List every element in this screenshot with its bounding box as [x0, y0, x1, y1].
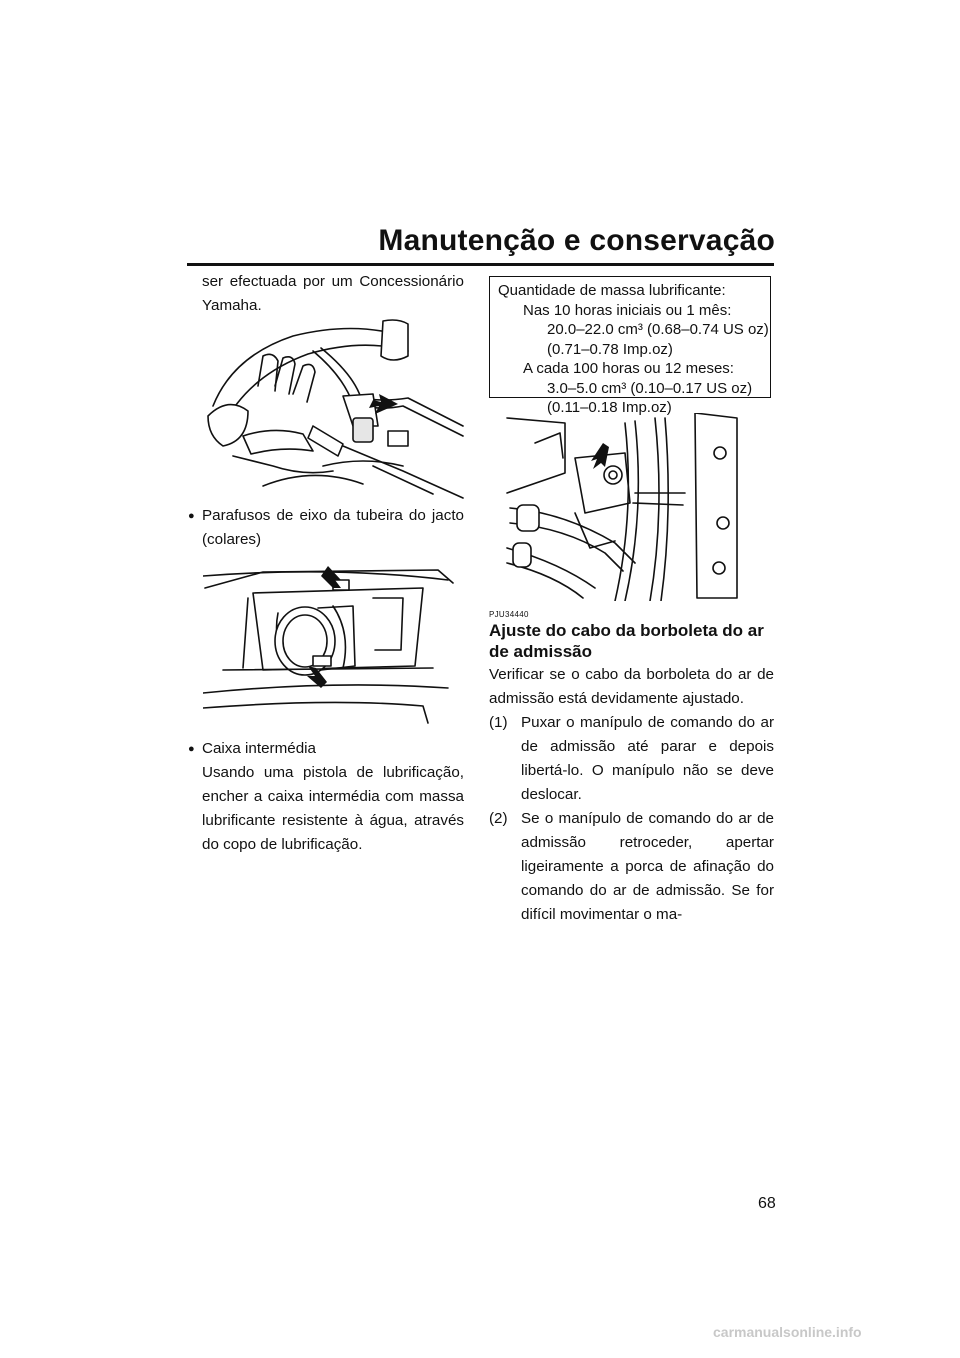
step-1 — [489, 711, 774, 807]
bullet-list-1 — [188, 504, 464, 552]
section-intro: Verificar se o cabo da borboleta do ar de admissão está devidamente ajustado. — [489, 666, 774, 707]
page-number: 68 — [758, 1195, 776, 1212]
watermark: carmanualsonline.info — [713, 1324, 862, 1340]
bullet-jet-nozzle-bolts: ● Parafusos de eixo da tubeira do jacto (colares) — [188, 504, 464, 552]
title-divider — [187, 263, 774, 266]
bullet-intermediate-housing: ● Caixa intermédia — [188, 737, 464, 761]
section-heading: Ajuste do cabo da borboleta do ar de admissão — [489, 621, 764, 661]
spec-first-label: Nas 10 horas iniciais ou 1 mês: — [523, 301, 732, 319]
spec-second-value-1: 3.0–5.0 cm³ (0.10–0.17 US oz) — [547, 379, 753, 397]
spec-first-value-2: (0.71–0.78 Imp.oz) — [547, 340, 673, 358]
spec-second-value-2: (0.11–0.18 Imp.oz) — [547, 399, 672, 416]
intro-paragraph — [188, 270, 464, 318]
bullet-list-2 — [188, 737, 464, 857]
grease-quantity-box — [489, 276, 771, 416]
step-1-text: Puxar o manípulo de comando do ar de admissão até parar e depois libertá-lo. O manípulo não se deve deslocar. — [521, 714, 774, 803]
throttle-section — [489, 610, 774, 927]
section-code: PJU34440 — [489, 610, 529, 619]
step-2 — [489, 807, 774, 927]
intermediate-housing-text: Usando uma pistola de lubrificação, encher a caixa intermédia com massa lubrificante resistente à água, através do copo de lubrificação. — [202, 764, 464, 853]
intro-text: ser efectuada por um Concessionário Yamaha. — [202, 273, 464, 314]
grease-nipple-illustration — [203, 316, 468, 501]
spec-second-label: A cada 100 horas ou 12 meses: — [523, 360, 734, 377]
jet-nozzle-illustration — [203, 558, 465, 728]
spec-title: Quantidade de massa lubrificante: — [498, 282, 726, 299]
spec-first-value-1: 20.0–22.0 cm³ (0.68–0.74 US oz) — [547, 321, 769, 338]
choke-cable-illustration — [505, 413, 743, 601]
step-1-number: (1) — [489, 714, 508, 731]
step-2-text: Se o manípulo de comando do ar de admissão retroceder, apertar ligeiramente a porca de afinação do comando do ar de admissão. Se for difícil movimentar o ma- — [521, 810, 774, 923]
page-title: Manutenção e conservação — [378, 224, 775, 257]
step-2-number: (2) — [489, 810, 508, 827]
